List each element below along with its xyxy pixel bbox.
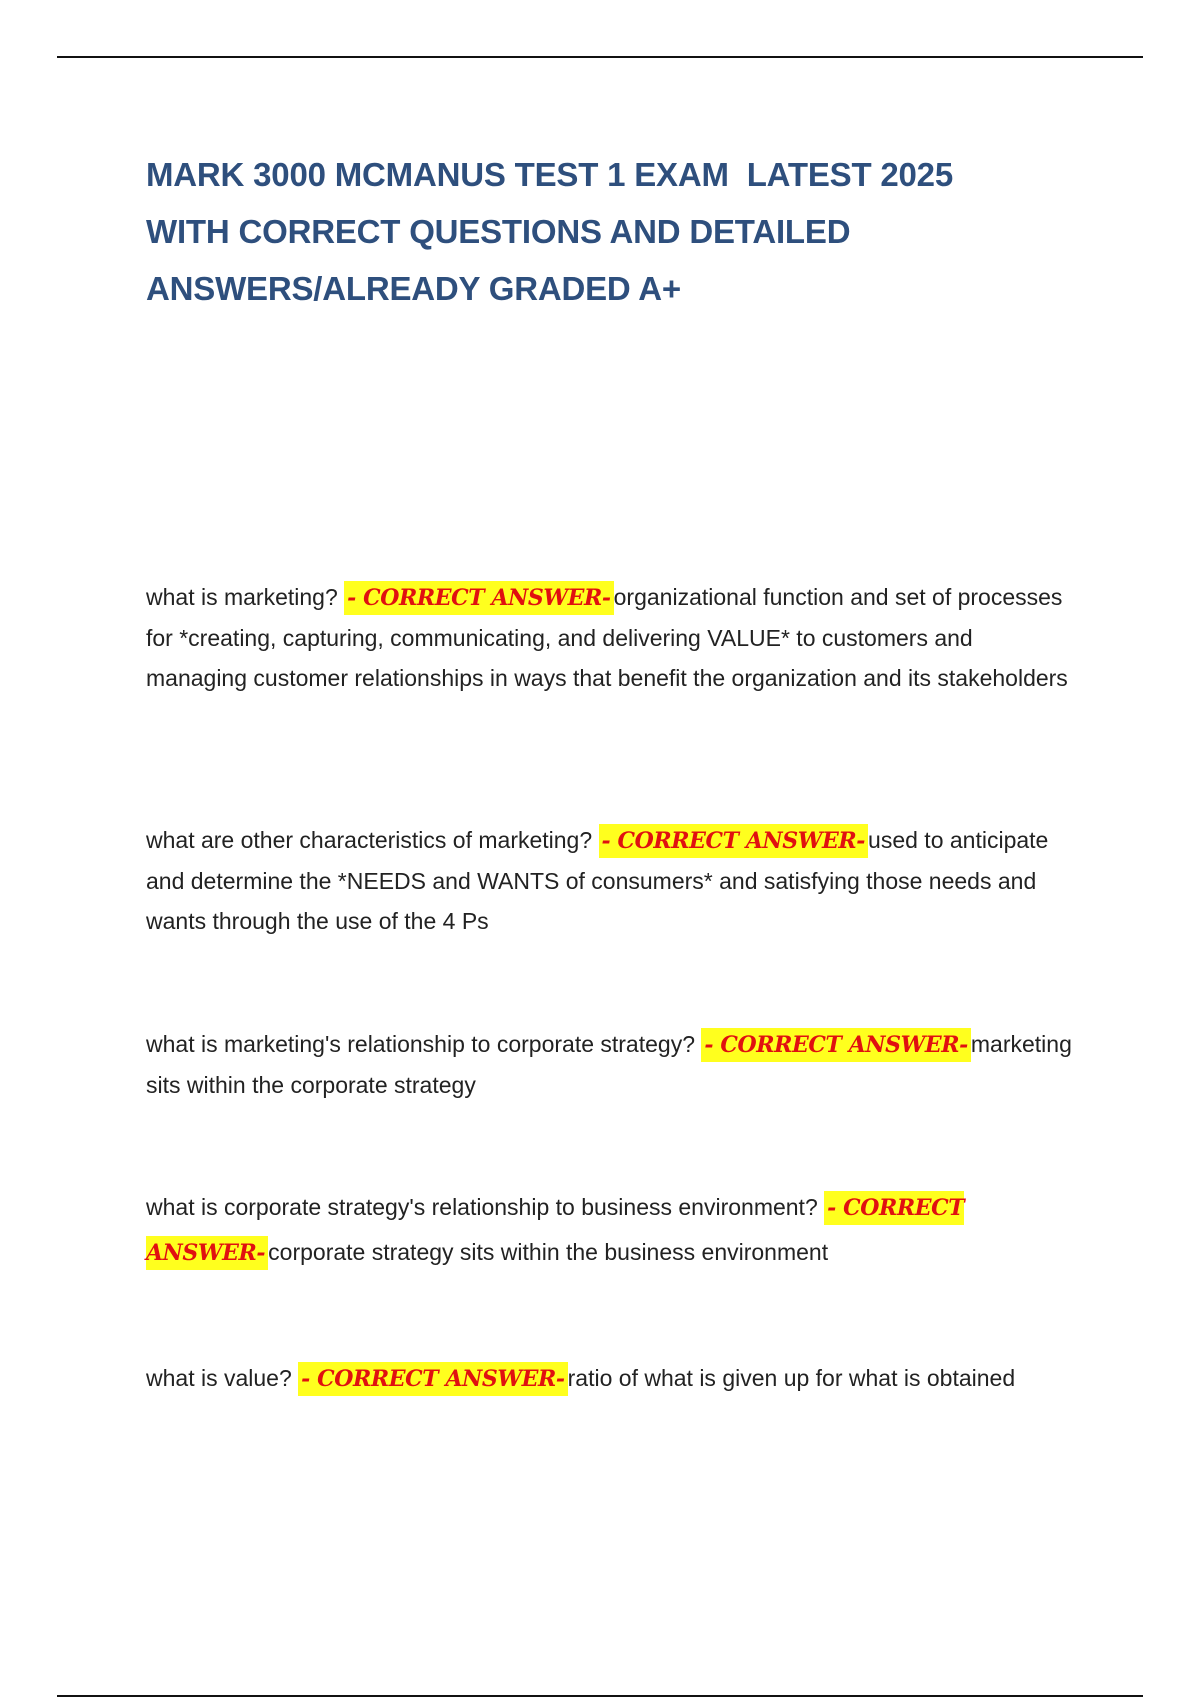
correct-answer-marker: - CORRECT ANSWER- bbox=[701, 1028, 971, 1062]
question-text: what are other characteristics of marketing? bbox=[146, 827, 593, 853]
question-text: what is corporate strategy's relationship to business environment? bbox=[146, 1194, 818, 1220]
qa-item-2 bbox=[146, 820, 1076, 941]
qa-item-5 bbox=[146, 1358, 1076, 1399]
answer-text: marketing sits within the corporate strategy bbox=[146, 1031, 1072, 1098]
answer-text: ratio of what is given up for what is obtained bbox=[567, 1365, 1016, 1391]
document-title bbox=[146, 146, 1076, 317]
correct-answer-marker: - CORRECT ANSWER- bbox=[599, 824, 869, 858]
question-text: what is marketing? bbox=[146, 584, 338, 610]
top-rule bbox=[57, 56, 1143, 58]
question-text: what is value? bbox=[146, 1365, 292, 1391]
bottom-rule bbox=[57, 1695, 1143, 1697]
title-line-1: MARK 3000 MCMANUS TEST 1 EXAM LATEST 2025 bbox=[146, 156, 953, 193]
answer-text: used to anticipate and determine the *NEEDS and WANTS of consumers* and satisfying those needs and wants through the use of the 4 Ps bbox=[146, 827, 1049, 934]
qa-item-3 bbox=[146, 1024, 1076, 1105]
qa-item-1 bbox=[146, 577, 1076, 698]
qa-item-4 bbox=[146, 1185, 1076, 1275]
title-line-2: WITH CORRECT QUESTIONS AND DETAILED bbox=[146, 213, 851, 250]
answer-text: corporate strategy sits within the business environment bbox=[268, 1239, 829, 1265]
answer-text: organizational function and set of processes for *creating, capturing, communicating, and delivering VALUE* to customers and managing customer relationships in ways that benefit the organization and its stakeholders bbox=[146, 584, 1068, 691]
correct-answer-marker: - CORRECT ANSWER- bbox=[298, 1362, 568, 1396]
correct-answer-marker: - CORRECT ANSWER- bbox=[344, 581, 614, 615]
question-text: what is marketing's relationship to corporate strategy? bbox=[146, 1031, 695, 1057]
title-line-3: ANSWERS/ALREADY GRADED A+ bbox=[146, 270, 681, 307]
correct-answer-marker: - CORRECT ANSWER- bbox=[146, 1191, 964, 1270]
